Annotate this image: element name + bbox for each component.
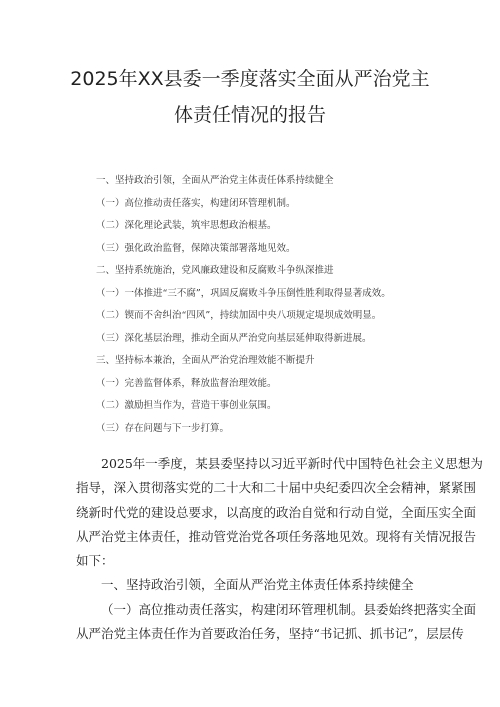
- body-line: 从严治党主体责任，推动管党治党各项任务落地见效。现将有关情况报告: [76, 528, 477, 544]
- body-line: 2025年一季度，某县委坚持以习近平新时代中国特色社会主义思想为: [101, 456, 483, 471]
- toc-item: （二）激励担当作为，营造干事创业氛围。: [96, 400, 277, 411]
- toc-item: （一）一体推进“三不腐”，巩固反腐败斗争压倒性胜利取得显著成效。: [96, 287, 391, 299]
- body-line: 绕新时代党的建设总要求，以高度的政治自觉和行动自觉，全面压实全面: [76, 504, 477, 520]
- body-line: （一）高位推动责任落实，构建闭环管理机制。县委始终把落实全面: [101, 601, 477, 617]
- body-line: 从严治党主体责任作为首要政治任务，坚持“书记抓、抓书记”，层层传: [76, 626, 464, 642]
- toc-section-heading: 一、坚持政治引领，全面从严治党主体责任体系持续健全: [96, 175, 334, 186]
- body-line: 如下：: [76, 553, 114, 569]
- toc-item: （三）存在问题与下一步打算。: [96, 422, 230, 434]
- body-line: 指导，深入贯彻落实党的二十大和二十届中央纪委四次全会精神，紧紧围: [76, 480, 477, 496]
- table-of-contents: [96, 174, 391, 444]
- document-title-line-2: 体责任情况的报告: [173, 104, 326, 126]
- document-title-line-1: 2025年XX县委一季度落实全面从严治党主: [70, 68, 430, 90]
- section-heading: 一、坚持政治引领，全面从严治党主体责任体系持续健全: [101, 577, 414, 593]
- document-body: [76, 452, 483, 646]
- toc-item: （一）完善监督体系，释放监督治理效能。: [96, 377, 277, 389]
- toc-section-heading: 二、坚持系统施治，党风廉政建设和反腐败斗争纵深推进: [96, 265, 334, 276]
- toc-item: （三）深化基层治理，推动全面从严治党向基层延伸取得新进展。: [96, 332, 372, 344]
- toc-item: （一）高位推动责任落实，构建闭环管理机制。: [96, 197, 296, 209]
- toc-item: （三）强化政治监督，保障决策部署落地见效。: [96, 242, 296, 254]
- toc-item: （二）锲而不舍纠治“四风”，持续加固中央八项规定堤坝成效明显。: [96, 310, 382, 321]
- toc-section-heading: 三、坚持标本兼治，全面从严治党治理效能不断提升: [96, 355, 315, 366]
- toc-item: （二）深化理论武装，筑牢思想政治根基。: [96, 220, 277, 231]
